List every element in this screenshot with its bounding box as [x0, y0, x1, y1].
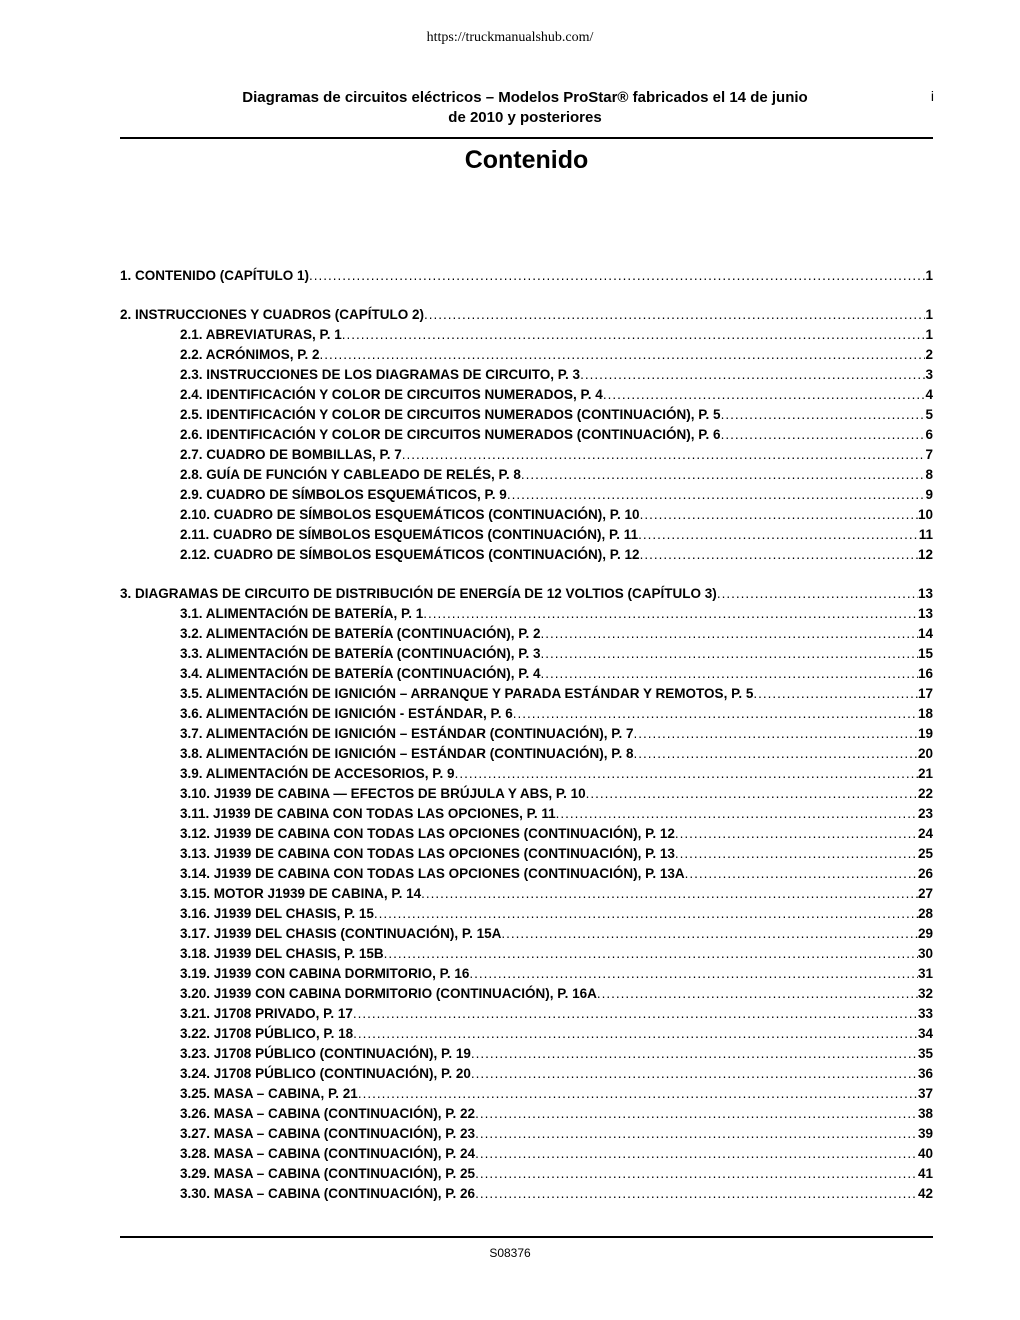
toc-entry-page: 41 — [917, 1166, 933, 1181]
toc-entry-label: 2.1. ABREVIATURAS, P. 1 — [180, 327, 342, 342]
toc-dot-leader — [358, 1084, 918, 1104]
toc-subentry[interactable] — [120, 1024, 933, 1044]
toc-chapter-entry[interactable] — [120, 266, 933, 286]
toc-entry-label: 2.2. ACRÓNIMOS, P. 2 — [180, 347, 320, 362]
toc-entry-page: 40 — [917, 1146, 933, 1161]
toc-subentry[interactable] — [120, 1144, 933, 1164]
toc-entry-page: 19 — [917, 726, 933, 741]
toc-entry-page: 13 — [917, 586, 933, 601]
toc-entry-label: 3.29. MASA – CABINA (CONTINUACIÓN), P. 25 — [180, 1166, 476, 1181]
toc-subentry[interactable] — [120, 1104, 933, 1124]
toc-subentry[interactable] — [120, 644, 933, 664]
toc-entry-page: 23 — [917, 806, 933, 821]
toc-subentry[interactable] — [120, 545, 933, 565]
footer-code: S08376 — [489, 1246, 531, 1260]
toc-entry-label: 3.8. ALIMENTACIÓN DE IGNICIÓN – ESTÁNDAR (CONTINUACIÓN), P. 8 — [180, 746, 634, 761]
toc-dot-leader — [640, 545, 918, 565]
toc-entry-label: 3.16. J1939 DEL CHASIS, P. 15 — [180, 906, 374, 921]
toc-entry-label: 2.11. CUADRO DE SÍMBOLOS ESQUEMÁTICOS (CONTINUACIÓN), P. 11 — [180, 527, 639, 542]
toc-entry-label: 3.23. J1708 PÚBLICO (CONTINUACIÓN), P. 19 — [180, 1046, 471, 1061]
toc-dot-leader — [455, 764, 918, 784]
toc-subentry[interactable] — [120, 1004, 933, 1024]
toc-dot-leader — [475, 1104, 918, 1124]
toc-entry-page: 16 — [917, 666, 933, 681]
toc-entry-page: 7 — [925, 447, 933, 462]
toc-dot-leader — [541, 644, 918, 664]
toc-dot-leader — [423, 604, 918, 624]
toc-subentry[interactable] — [120, 465, 933, 485]
toc-entry-page: 14 — [917, 626, 933, 641]
toc-subentry[interactable] — [120, 744, 933, 764]
toc-subentry[interactable] — [120, 1044, 933, 1064]
toc-subentry[interactable] — [120, 1064, 933, 1084]
toc-dot-leader — [402, 445, 926, 465]
toc-entry-label: 3.15. MOTOR J1939 DE CABINA, P. 14 — [180, 886, 422, 901]
toc-entry-label: 1. CONTENIDO (CAPÍTULO 1) — [120, 268, 310, 283]
toc-entry-label: 3. DIAGRAMAS DE CIRCUITO DE DISTRIBUCIÓN DE ENERGÍA DE 12 VOLTIOS (CAPÍTULO 3) — [120, 586, 717, 601]
toc-entry-page: 1 — [925, 307, 933, 322]
toc-chapter — [120, 584, 933, 1204]
toc-dot-leader — [475, 1124, 918, 1144]
toc-subentry[interactable] — [120, 664, 933, 684]
toc-subentry[interactable] — [120, 704, 933, 724]
toc-entry-label: 3.4. ALIMENTACIÓN DE BATERÍA (CONTINUACIÓN), P. 4 — [180, 666, 541, 681]
toc-dot-leader — [634, 724, 918, 744]
toc-subentry[interactable] — [120, 724, 933, 744]
toc-entry-label: 3.7. ALIMENTACIÓN DE IGNICIÓN – ESTÁNDAR (CONTINUACIÓN), P. 7 — [180, 726, 634, 741]
toc-entry-page: 24 — [917, 826, 933, 841]
toc-entry-page: 1 — [925, 268, 933, 283]
toc-subentry[interactable] — [120, 1164, 933, 1184]
toc-entry-label: 3.10. J1939 DE CABINA — EFECTOS DE BRÚJULA Y ABS, P. 10 — [180, 786, 586, 801]
toc-subentry[interactable] — [120, 1124, 933, 1144]
toc-dot-leader — [501, 924, 918, 944]
toc-entry-page: 9 — [925, 487, 933, 502]
toc-chapter-entry[interactable] — [120, 305, 933, 325]
toc-subentry[interactable] — [120, 425, 933, 445]
toc-entry-page: 39 — [917, 1126, 933, 1141]
toc-entry-page: 34 — [917, 1026, 933, 1041]
toc-dot-leader — [353, 1024, 918, 1044]
toc-subentry[interactable] — [120, 405, 933, 425]
toc-entry-label: 3.3. ALIMENTACIÓN DE BATERÍA (CONTINUACIÓN), P. 3 — [180, 646, 541, 661]
toc-chapter-entry[interactable] — [120, 584, 933, 604]
toc-entry-label: 2.12. CUADRO DE SÍMBOLOS ESQUEMÁTICOS (CONTINUACIÓN), P. 12 — [180, 547, 640, 562]
toc-subentry[interactable] — [120, 1084, 933, 1104]
toc-entry-page: 17 — [917, 686, 933, 701]
toc-entry-label: 3.12. J1939 DE CABINA CON TODAS LAS OPCIONES (CONTINUACIÓN), P. 12 — [180, 826, 675, 841]
toc-chapter — [120, 305, 933, 565]
toc-entry-label: 2.4. IDENTIFICACIÓN Y COLOR DE CIRCUITOS NUMERADOS, P. 4 — [180, 387, 603, 402]
toc-subentry[interactable] — [120, 345, 933, 365]
toc-subentry[interactable] — [120, 684, 933, 704]
toc-dot-leader — [421, 884, 918, 904]
toc-entry-page: 8 — [925, 467, 933, 482]
toc-dot-leader — [475, 1184, 918, 1204]
toc-entry-label: 3.19. J1939 CON CABINA DORMITORIO, P. 16 — [180, 966, 470, 981]
toc-dot-leader — [471, 1064, 918, 1084]
toc-entry-label: 3.21. J1708 PRIVADO, P. 17 — [180, 1006, 353, 1021]
toc-subentry[interactable] — [120, 904, 933, 924]
toc-subentry[interactable] — [120, 485, 933, 505]
footer-divider — [120, 1236, 933, 1238]
toc-subentry[interactable] — [120, 325, 933, 345]
toc-entry-label: 3.28. MASA – CABINA (CONTINUACIÓN), P. 24 — [180, 1146, 476, 1161]
toc-entry-page: 4 — [925, 387, 933, 402]
toc-entry-page: 22 — [917, 786, 933, 801]
toc-subentry[interactable] — [120, 984, 933, 1004]
toc-entry-label: 2.3. INSTRUCCIONES DE LOS DIAGRAMAS DE CIRCUITO, P. 3 — [180, 367, 581, 382]
toc-entry-page: 18 — [917, 706, 933, 721]
toc-dot-leader — [513, 704, 918, 724]
toc-entry-page: 20 — [917, 746, 933, 761]
toc-entry-page: 15 — [917, 646, 933, 661]
toc-entry-label: 2. INSTRUCCIONES Y CUADROS (CAPÍTULO 2) — [120, 307, 425, 322]
toc-dot-leader — [384, 944, 918, 964]
toc-entry-page: 25 — [917, 846, 933, 861]
toc-entry-label: 3.2. ALIMENTACIÓN DE BATERÍA (CONTINUACIÓN), P. 2 — [180, 626, 541, 641]
toc-dot-leader — [638, 525, 919, 545]
toc-entry-page: 36 — [917, 1066, 933, 1081]
toc-dot-leader — [475, 1164, 918, 1184]
toc-entry-label: 3.6. ALIMENTACIÓN DE IGNICIÓN - ESTÁNDAR, P. 6 — [180, 706, 513, 721]
toc-entry-page: 30 — [917, 946, 933, 961]
toc-subentry[interactable] — [120, 924, 933, 944]
toc-entry-label: 3.26. MASA – CABINA (CONTINUACIÓN), P. 22 — [180, 1106, 476, 1121]
toc-subentry[interactable] — [120, 824, 933, 844]
toc-dot-leader — [580, 365, 925, 385]
toc-entry-label: 3.22. J1708 PÚBLICO, P. 18 — [180, 1026, 354, 1041]
toc-dot-leader — [634, 744, 918, 764]
toc-dot-leader — [469, 964, 918, 984]
toc-dot-leader — [353, 1004, 918, 1024]
toc-dot-leader — [675, 824, 918, 844]
toc-entry-label: 3.5. ALIMENTACIÓN DE IGNICIÓN – ARRANQUE Y PARADA ESTÁNDAR Y REMOTOS, P. 5 — [180, 686, 754, 701]
toc-entry-label: 3.9. ALIMENTACIÓN DE ACCESORIOS, P. 9 — [180, 766, 455, 781]
toc-entry-label: 3.24. J1708 PÚBLICO (CONTINUACIÓN), P. 20 — [180, 1066, 471, 1081]
toc-entry-page: 3 — [925, 367, 933, 382]
toc-subentry[interactable] — [120, 1184, 933, 1204]
toc-entry-label: 3.30. MASA – CABINA (CONTINUACIÓN), P. 26 — [180, 1186, 476, 1201]
toc-entry-page: 32 — [917, 986, 933, 1001]
document-title-line-1: Diagramas de circuitos eléctricos – Modelos ProStar® fabricados el 14 de junio — [242, 89, 808, 106]
toc-dot-leader — [640, 505, 918, 525]
toc-entry-page: 35 — [917, 1046, 933, 1061]
toc-entry-page: 42 — [917, 1186, 933, 1201]
toc-subentry[interactable] — [120, 844, 933, 864]
toc-entry-label: 3.20. J1939 CON CABINA DORMITORIO (CONTINUACIÓN), P. 16A — [180, 986, 597, 1001]
toc-entry-label: 3.14. J1939 DE CABINA CON TODAS LAS OPCIONES (CONTINUACIÓN), P. 13A — [180, 866, 685, 881]
toc-dot-leader — [475, 1144, 918, 1164]
toc-entry-page: 27 — [917, 886, 933, 901]
toc-dot-leader — [541, 624, 918, 644]
toc-entry-label: 3.11. J1939 DE CABINA CON TODAS LAS OPCIONES, P. 11 — [180, 806, 556, 821]
toc-entry-label: 3.27. MASA – CABINA (CONTINUACIÓN), P. 23 — [180, 1126, 476, 1141]
toc-subentry[interactable] — [120, 804, 933, 824]
toc-subentry[interactable] — [120, 764, 933, 784]
toc-dot-leader — [685, 864, 918, 884]
toc-subentry[interactable] — [120, 784, 933, 804]
toc-dot-leader — [597, 984, 918, 1004]
table-of-contents — [120, 266, 933, 1223]
toc-entry-page: 11 — [918, 527, 933, 542]
toc-entry-label: 2.7. CUADRO DE BOMBILLAS, P. 7 — [180, 447, 402, 462]
toc-entry-page: 10 — [917, 507, 933, 522]
toc-dot-leader — [374, 904, 918, 924]
toc-entry-label: 2.10. CUADRO DE SÍMBOLOS ESQUEMÁTICOS (CONTINUACIÓN), P. 10 — [180, 507, 640, 522]
toc-chapter — [120, 266, 933, 286]
toc-subentry[interactable] — [120, 864, 933, 884]
toc-dot-leader — [603, 385, 926, 405]
toc-entry-page: 6 — [925, 427, 933, 442]
toc-entry-label: 2.9. CUADRO DE SÍMBOLOS ESQUEMÁTICOS, P. 9 — [180, 487, 507, 502]
toc-subentry[interactable] — [120, 884, 933, 904]
toc-entry-page: 26 — [917, 866, 933, 881]
toc-entry-label: 2.5. IDENTIFICACIÓN Y COLOR DE CIRCUITOS NUMERADOS (CONTINUACIÓN), P. 5 — [180, 407, 721, 422]
toc-entry-page: 5 — [925, 407, 933, 422]
toc-entry-page: 12 — [917, 547, 933, 562]
toc-dot-leader — [721, 425, 926, 445]
toc-dot-leader — [556, 804, 918, 824]
document-title-line-2: de 2010 y posteriores — [448, 109, 602, 126]
toc-subentry[interactable] — [120, 604, 933, 624]
toc-entry-page: 29 — [917, 926, 933, 941]
contents-heading: Contenido — [464, 146, 589, 174]
toc-dot-leader — [753, 684, 918, 704]
toc-entry-page: 2 — [925, 347, 933, 362]
toc-dot-leader — [507, 485, 926, 505]
toc-dot-leader — [424, 305, 925, 325]
toc-entry-label: 2.8. GUÍA DE FUNCIÓN Y CABLEADO DE RELÉS, P. 8 — [180, 467, 521, 482]
source-url[interactable]: https://truckmanualshub.com/ — [426, 30, 594, 45]
toc-subentry[interactable] — [120, 505, 933, 525]
header-page-number: i — [930, 88, 934, 104]
toc-subentry[interactable] — [120, 445, 933, 465]
toc-dot-leader — [541, 664, 918, 684]
toc-entry-page: 21 — [917, 766, 933, 781]
header-divider — [120, 137, 933, 139]
toc-entry-label: 3.18. J1939 DEL CHASIS, P. 15B — [180, 946, 384, 961]
toc-entry-label: 3.1. ALIMENTACIÓN DE BATERÍA, P. 1 — [180, 606, 424, 621]
toc-subentry[interactable] — [120, 525, 933, 545]
toc-entry-page: 37 — [917, 1086, 933, 1101]
toc-entry-page: 33 — [917, 1006, 933, 1021]
toc-entry-page: 31 — [917, 966, 933, 981]
toc-dot-leader — [521, 465, 926, 485]
document-title — [200, 88, 850, 128]
toc-entry-page: 1 — [925, 327, 933, 342]
toc-dot-leader — [471, 1044, 918, 1064]
toc-subentry[interactable] — [120, 624, 933, 644]
toc-entry-label: 2.6. IDENTIFICACIÓN Y COLOR DE CIRCUITOS NUMERADOS (CONTINUACIÓN), P. 6 — [180, 427, 721, 442]
toc-entry-page: 28 — [917, 906, 933, 921]
toc-dot-leader — [721, 405, 926, 425]
toc-subentry[interactable] — [120, 964, 933, 984]
toc-dot-leader — [309, 266, 925, 286]
toc-dot-leader — [586, 784, 918, 804]
toc-entry-page: 38 — [917, 1106, 933, 1121]
toc-dot-leader — [342, 325, 926, 345]
toc-dot-leader — [717, 584, 918, 604]
toc-entry-label: 3.13. J1939 DE CABINA CON TODAS LAS OPCIONES (CONTINUACIÓN), P. 13 — [180, 846, 675, 861]
toc-subentry[interactable] — [120, 365, 933, 385]
toc-entry-label: 3.17. J1939 DEL CHASIS (CONTINUACIÓN), P. 15A — [180, 926, 502, 941]
toc-subentry[interactable] — [120, 944, 933, 964]
toc-entry-page: 13 — [917, 606, 933, 621]
toc-entry-label: 3.25. MASA – CABINA, P. 21 — [180, 1086, 358, 1101]
toc-subentry[interactable] — [120, 385, 933, 405]
toc-dot-leader — [675, 844, 918, 864]
toc-dot-leader — [320, 345, 926, 365]
